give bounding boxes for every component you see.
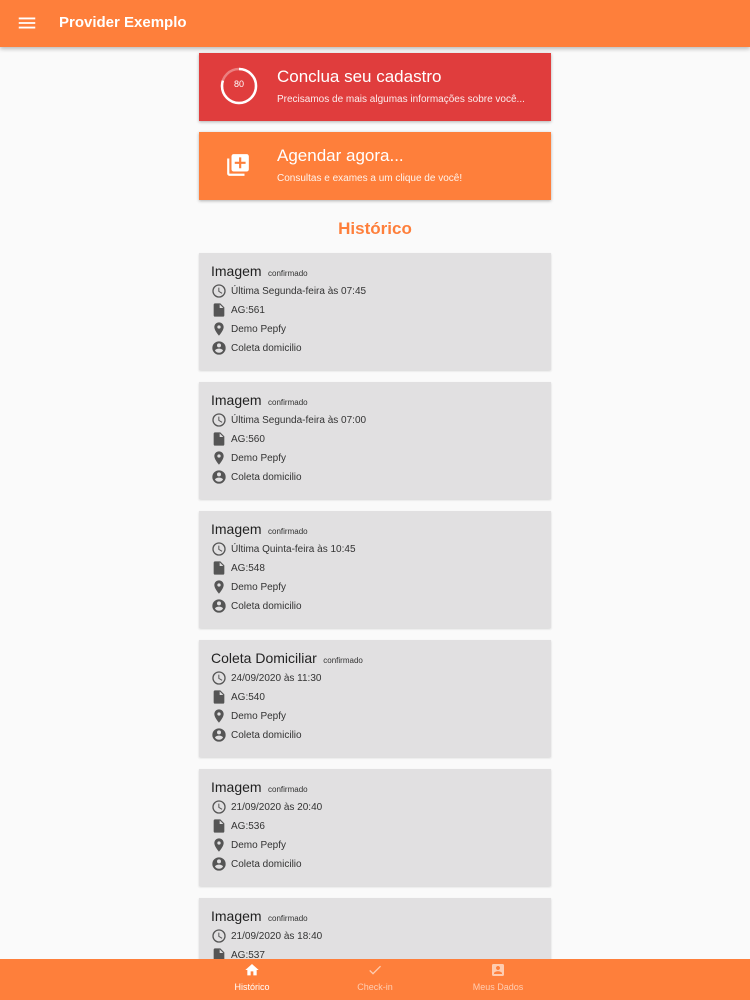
history-card[interactable] xyxy=(199,640,551,757)
app-bar xyxy=(0,0,750,47)
card-title: Imagem xyxy=(211,908,262,924)
account-circle-icon xyxy=(211,340,227,356)
card-status: confirmado xyxy=(323,656,363,665)
card-datetime: Última Quinta-feira às 10:45 xyxy=(231,544,356,555)
nav-label: Histórico xyxy=(234,982,270,992)
card-title: Coleta Domiciliar xyxy=(211,650,317,666)
account-circle-icon xyxy=(211,598,227,614)
card-type: Coleta domicilio xyxy=(231,601,302,612)
card-type: Coleta domicilio xyxy=(231,859,302,870)
location-pin-icon xyxy=(211,708,227,724)
account-circle-icon xyxy=(211,469,227,485)
history-card[interactable] xyxy=(199,898,551,959)
card-datetime: 21/09/2020 às 20:40 xyxy=(231,802,323,813)
card-status: confirmado xyxy=(268,785,308,794)
location-pin-icon xyxy=(211,837,227,853)
history-card[interactable] xyxy=(199,769,551,886)
nav-item-check-in[interactable] xyxy=(325,962,425,998)
file-icon xyxy=(211,818,227,834)
card-location: Demo Pepfy xyxy=(231,840,287,851)
clock-icon xyxy=(211,412,227,428)
card-code: AG:560 xyxy=(231,434,265,445)
clock-icon xyxy=(211,799,227,815)
main-content xyxy=(0,47,750,959)
card-title: Imagem xyxy=(211,392,262,408)
card-type: Coleta domicilio xyxy=(231,730,302,741)
nav-label: Meus Dados xyxy=(472,982,524,992)
card-title: Imagem xyxy=(211,521,262,537)
card-datetime: 24/09/2020 às 11:30 xyxy=(231,673,322,684)
card-datetime: Última Segunda-feira às 07:45 xyxy=(231,286,367,297)
card-status: confirmado xyxy=(268,269,308,278)
location-pin-icon xyxy=(211,321,227,337)
clock-icon xyxy=(211,670,227,686)
complete-profile-subtitle: Precisamos de mais algumas informações sobre você... xyxy=(277,94,525,105)
card-type: Coleta domicilio xyxy=(231,472,302,483)
clock-icon xyxy=(211,541,227,557)
card-status: confirmado xyxy=(268,914,308,923)
card-title: Imagem xyxy=(211,263,262,279)
schedule-now-title: Agendar agora... xyxy=(277,146,404,165)
history-title: Histórico xyxy=(338,219,412,238)
complete-profile-title: Conclua seu cadastro xyxy=(277,67,442,86)
add-to-queue-icon xyxy=(225,152,251,178)
file-icon xyxy=(211,689,227,705)
progress-value: 80 xyxy=(233,79,244,89)
card-type: Coleta domicilio xyxy=(231,343,302,354)
card-datetime: Última Segunda-feira às 07:00 xyxy=(231,415,367,426)
account-box-icon xyxy=(490,962,506,978)
card-datetime: 21/09/2020 às 18:40 xyxy=(231,931,323,942)
card-location: Demo Pepfy xyxy=(231,453,287,464)
card-code: AG:548 xyxy=(231,563,265,574)
card-location: Demo Pepfy xyxy=(231,711,287,722)
bottom-navigation xyxy=(0,959,750,1000)
history-card[interactable] xyxy=(199,511,551,628)
file-icon xyxy=(211,302,227,318)
file-icon xyxy=(211,560,227,576)
schedule-now-banner[interactable] xyxy=(199,132,551,200)
nav-label: Check-in xyxy=(357,982,393,992)
history-card[interactable] xyxy=(199,253,551,370)
menu-icon[interactable] xyxy=(16,12,38,34)
account-circle-icon xyxy=(211,856,227,872)
card-location: Demo Pepfy xyxy=(231,324,287,335)
location-pin-icon xyxy=(211,579,227,595)
clock-icon xyxy=(211,283,227,299)
app-title: Provider Exemplo xyxy=(59,14,187,31)
nav-item-historico[interactable] xyxy=(202,962,302,998)
card-status: confirmado xyxy=(268,527,308,536)
clock-icon xyxy=(211,928,227,944)
account-circle-icon xyxy=(211,727,227,743)
profile-progress xyxy=(219,66,259,106)
card-code: AG:540 xyxy=(231,692,265,703)
file-icon xyxy=(211,947,227,959)
complete-profile-banner[interactable] xyxy=(199,53,551,121)
card-code: AG:561 xyxy=(231,305,265,316)
history-card[interactable] xyxy=(199,382,551,499)
file-icon xyxy=(211,431,227,447)
check-icon xyxy=(367,962,383,978)
card-status: confirmado xyxy=(268,398,308,407)
card-code: AG:536 xyxy=(231,821,265,832)
card-title: Imagem xyxy=(211,779,262,795)
nav-item-meus-dados[interactable] xyxy=(448,962,548,998)
home-icon xyxy=(244,962,260,978)
card-code: AG:537 xyxy=(231,950,265,959)
schedule-now-subtitle: Consultas e exames a um clique de você! xyxy=(277,173,463,184)
location-pin-icon xyxy=(211,450,227,466)
card-location: Demo Pepfy xyxy=(231,582,287,593)
